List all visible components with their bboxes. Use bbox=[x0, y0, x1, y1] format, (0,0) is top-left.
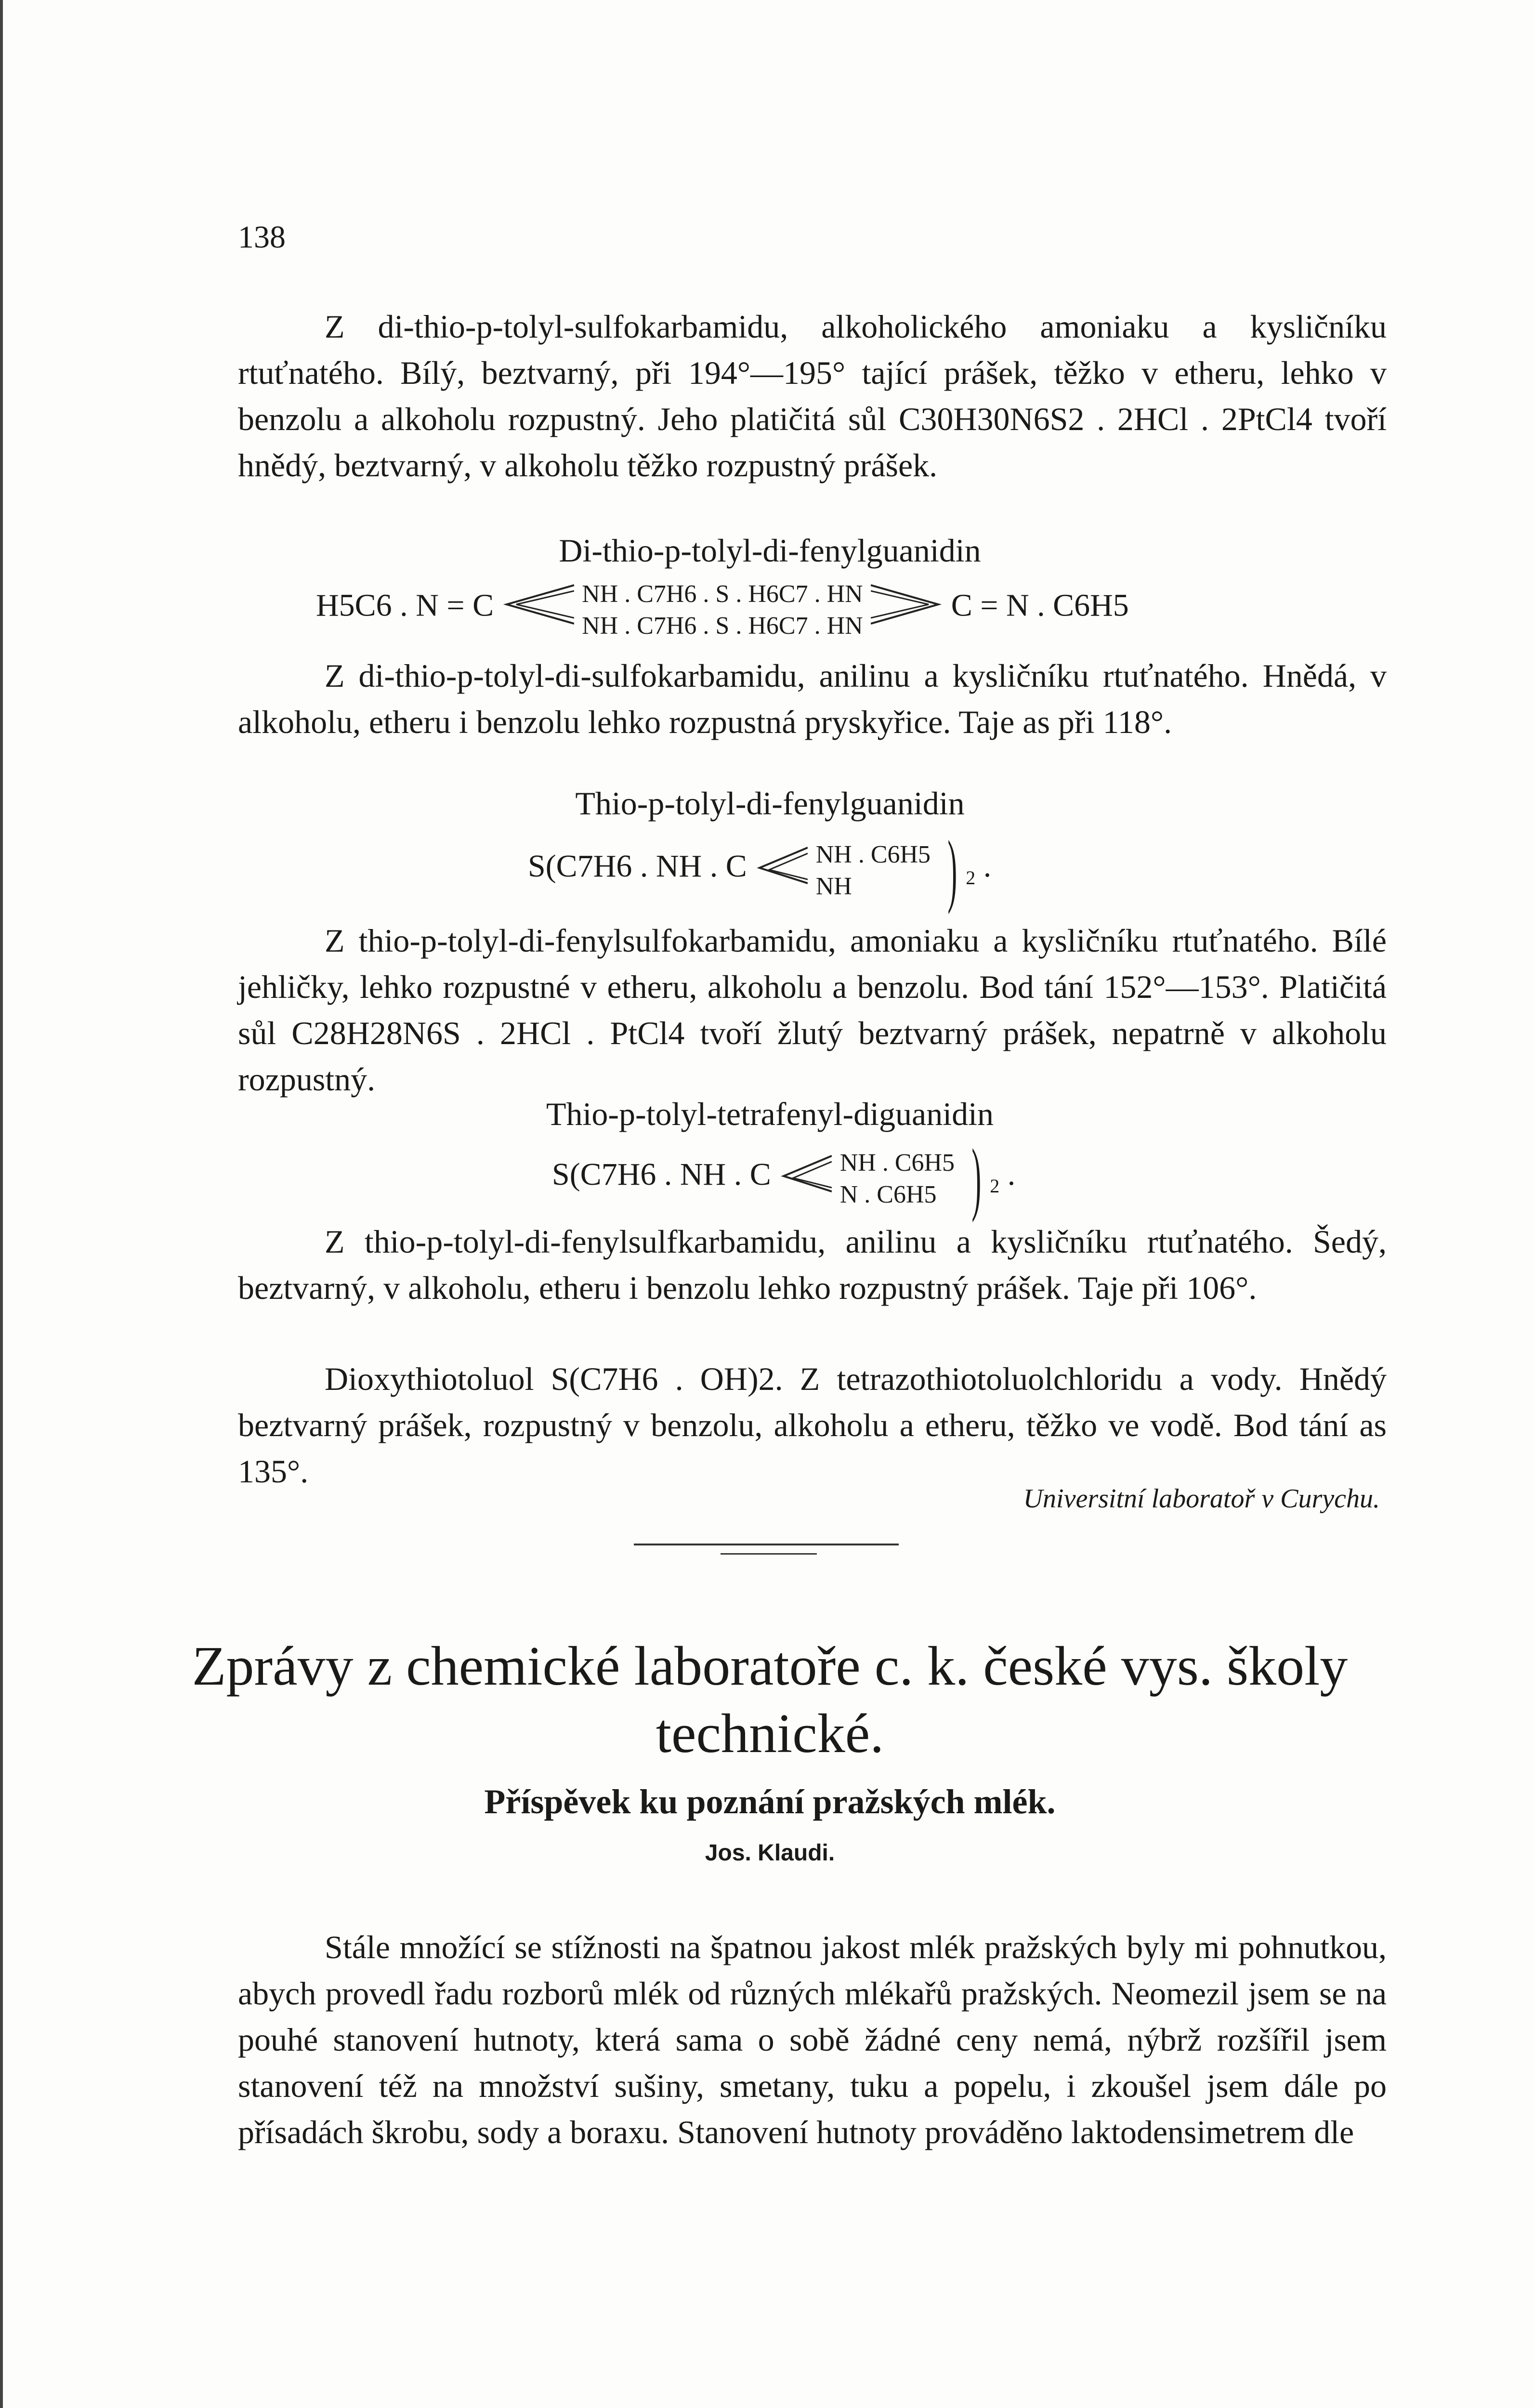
formula-tetrafenyl-diguanidin: S(C7H6 . NH . C NH . C6H5 N . C6H5 ) $_2$ . bbox=[552, 1132, 1016, 1223]
compound-heading-3: Thio-p-tolyl-tetrafenyl-diguanidin bbox=[546, 1096, 994, 1132]
section-title-line-2: technické. bbox=[656, 1703, 884, 1765]
formula-3-bottom: N . C6H5 bbox=[839, 1181, 937, 1208]
article-subtitle: Příspěvek ku poznání pražských mlék. bbox=[484, 1782, 1056, 1821]
divider-rule bbox=[634, 1544, 899, 1545]
bond-icon bbox=[755, 839, 808, 900]
compound-heading-2: Thio-p-tolyl-di-fenylguanidin bbox=[575, 785, 965, 822]
section-title-line-1: Zprávy z chemické laboratoře c. k. české vys. školy bbox=[192, 1636, 1348, 1697]
formula-3-top: NH . C6H5 bbox=[839, 1149, 955, 1177]
compound-heading-1: Di-thio-p-tolyl-di-fenylguanidin bbox=[559, 532, 981, 569]
formula-3-suffix: 2 bbox=[990, 1175, 1000, 1197]
divider-rule-short bbox=[721, 1553, 817, 1555]
formula-thio-di-fenylguanidin: S(C7H6 . NH . C NH . C6H5 NH ) $_2$ . bbox=[528, 824, 992, 915]
formula-2-top: NH . C6H5 bbox=[815, 841, 931, 868]
bond-right-icon bbox=[871, 576, 943, 641]
page-number: 138 bbox=[238, 220, 286, 255]
close-paren-icon: ) bbox=[971, 1132, 981, 1223]
paragraph-5: Dioxythiotoluol S(C7H6 . OH)2. Z tetrazothiotoluolchloridu a vody. Hnědý beztvarný prášek, rozpustný v benzolu, alkoholu a etheru, těžko ve vodě. Bod tání as 135°. bbox=[238, 1361, 1387, 1490]
formula-1-right: C = N . C6H5 bbox=[951, 588, 1129, 623]
formula-2-suffix: 2 bbox=[966, 867, 976, 889]
paragraph-4: Z thio-p-tolyl-di-fenylsulfkarbamidu, anilinu a kysličníku rtuťnatého. Šedý, beztvarný, v alkoholu, etheru i benzolu lehko rozpustný prášek. Taje při 106°. bbox=[238, 1223, 1387, 1306]
bond-icon bbox=[779, 1147, 832, 1208]
formula-1-top: NH . C7H6 . S . H6C7 . HN bbox=[582, 580, 863, 608]
paragraph-3: Z thio-p-tolyl-di-fenylsulfokarbamidu, amoniaku a kysličníku rtuťnatého. Bílé jehličky, lehko rozpustné v etheru, alkoholu a benzolu. Bod tání 152°—153°. Platičitá sůl C28H28N6S . 2HCl . PtCl4 tvoří žlutý beztvarný prášek, nepatrně v alkoholu rozpustný. bbox=[238, 922, 1387, 1098]
formula-2-prefix: S(C7H6 . NH . C bbox=[528, 849, 747, 884]
formula-di-thio-guanidin bbox=[316, 576, 1129, 641]
close-paren-icon: ) bbox=[947, 824, 957, 915]
formula-3-prefix: S(C7H6 . NH . C bbox=[552, 1157, 771, 1192]
bond-left-icon bbox=[502, 576, 574, 641]
paragraph-1: Z di-thio-p-tolyl-sulfokarbamidu, alkoholického amoniaku a kysličníku rtuťnatého. Bílý, beztvarný, při 194°—195° tající prášek, těžko v etheru, lehko v benzolu a alkoholu rozpustný. Jeho platičitá sůl C30H30N6S2 . 2HCl . 2PtCl4 tvoří hnědý, beztvarný, v alkoholu těžko rozpustný prášek. bbox=[238, 308, 1387, 484]
article-author: Jos. Klaudi. bbox=[705, 1840, 835, 1866]
paragraph-2: Z di-thio-p-tolyl-di-sulfokarbamidu, anilinu a kysličníku rtuťnatého. Hnědá, v alkoholu, etheru i benzolu lehko rozpustná pryskyřice. Taje as při 118°. bbox=[238, 657, 1387, 740]
formula-2-bottom: NH bbox=[815, 873, 852, 900]
formula-1-left: H5C6 . N = C bbox=[316, 588, 494, 623]
paragraph-6: Stále množící se stížnosti na špatnou jakost mlék pražských byly mi pohnutkou, abych provedl řadu rozborů mlék od různých mlékařů pražských. Neomezil jsem se na pouhé stanovení hutnoty, která sama o sobě žádné ceny nemá, nýbrž rozšířil jsem stanovení též na množství sušiny, smetany, tuku a popelu, i zkoušel jsem dále po přísadách škrobu, sody a boraxu. Stanovení hutnoty prováděno laktodensimetrem dle bbox=[238, 1929, 1387, 2150]
formula-1-bottom: NH . C7H6 . S . H6C7 . HN bbox=[582, 612, 863, 640]
signature-line: Universitní laboratoř v Curychu. bbox=[1023, 1484, 1380, 1514]
